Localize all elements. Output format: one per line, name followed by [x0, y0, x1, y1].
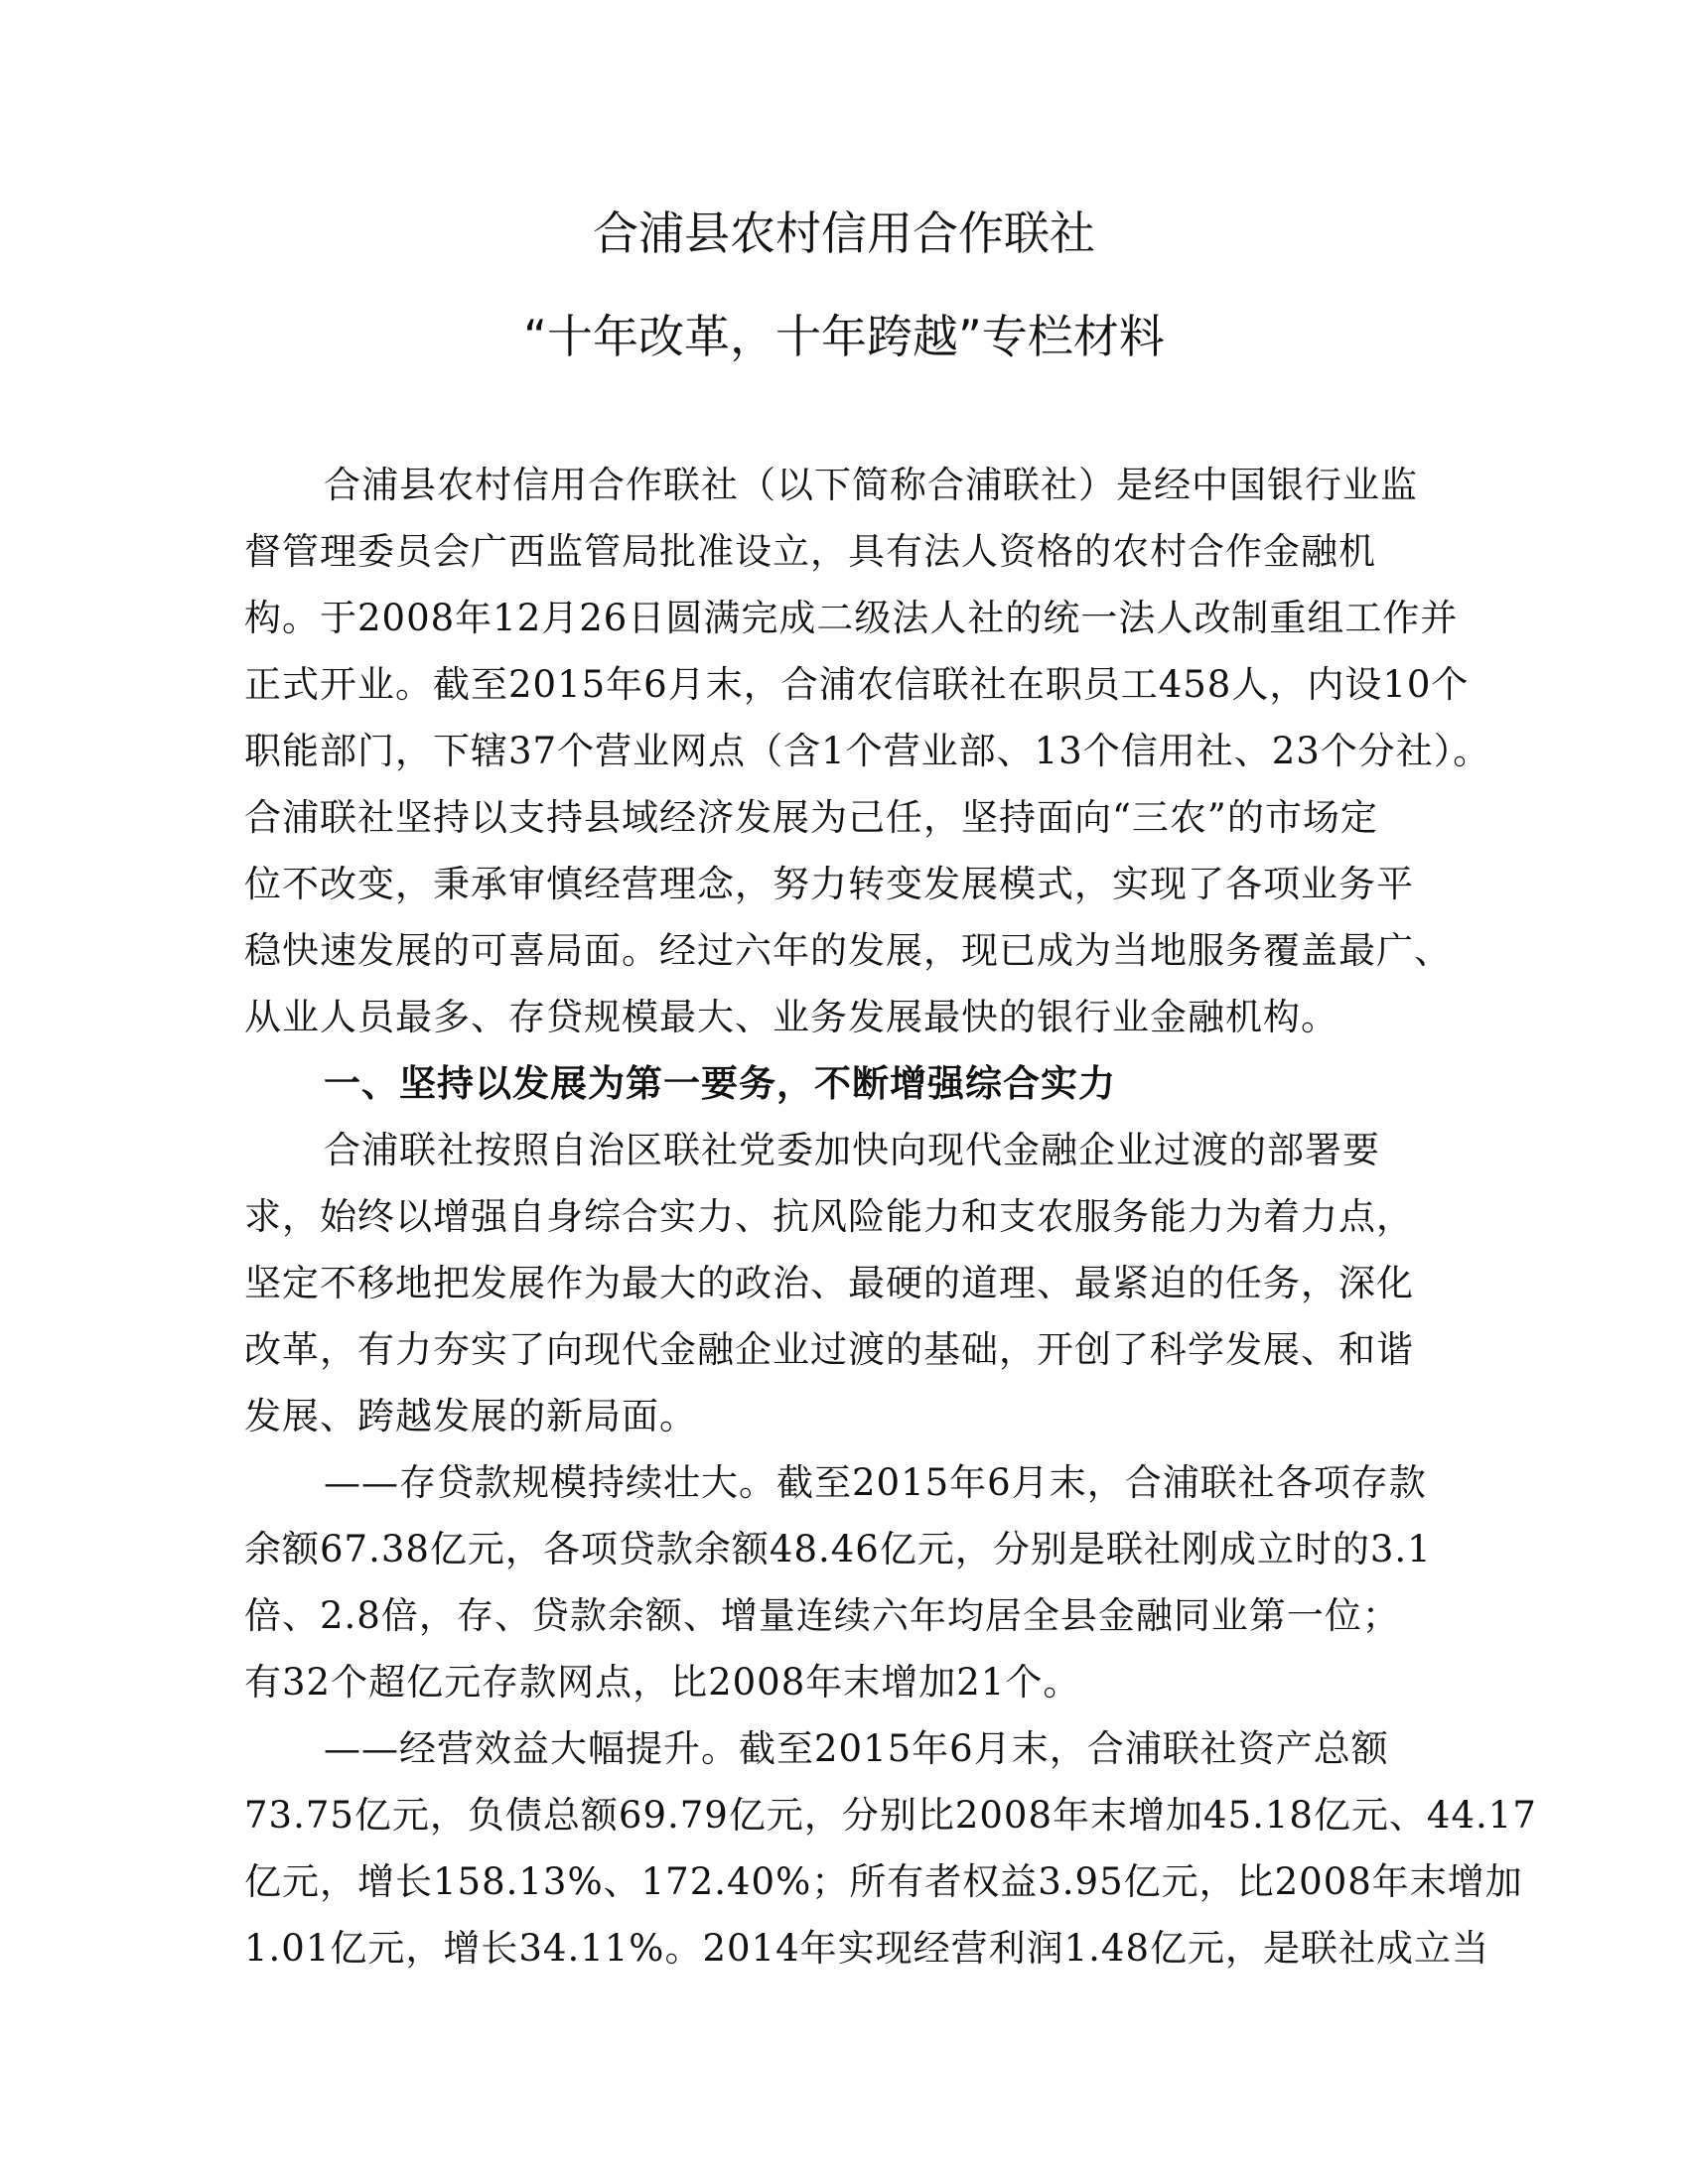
paragraph-line: 1.01亿元，增长34.11%。2014年实现经营利润1.48亿元，是联社成立当 [244, 1927, 1490, 1970]
paragraph-line: 余额67.38亿元，各项贷款余额48.46亿元，分别是联社刚成立时的3.1 [244, 1528, 1432, 1570]
paragraph-line: 职能部门，下辖37个营业网点（含1个营业部、13个信用社、23个分社）。 [244, 730, 1491, 772]
paragraph-line: 督管理委员会广西监管局批准设立，具有法人资格的农村合作金融机 [244, 530, 1376, 573]
paragraph-line: 有32个超亿元存款网点，比2008年末增加21个。 [244, 1661, 1081, 1704]
paragraph-line: 合浦联社按照自治区联社党委加快向现代金融企业过渡的部署要 [324, 1129, 1380, 1171]
paragraph-line: 73.75亿元，负债总额69.79亿元，分别比2008年末增加45.18亿元、44.17 [244, 1794, 1537, 1837]
paragraph-line: 位不改变，秉承审慎经营理念，努力转变发展模式，实现了各项业务平 [244, 863, 1414, 905]
paragraph-line: 构。于2008年12月26日圆满完成二级法人社的统一法人改制重组工作并 [244, 597, 1459, 639]
paragraph-line: 合浦联社坚持以支持县域经济发展为己任，坚持面向“三农”的市场定 [244, 796, 1378, 839]
paragraph-line: 正式开业。截至2015年6月末，合浦农信联社在职员工458人，内设10个 [244, 663, 1470, 706]
paragraph-line: 改革，有力夯实了向现代金融企业过渡的基础，开创了科学发展、和谐 [244, 1328, 1414, 1371]
paragraph-line: ——经营效益大幅提升。截至2015年6月末，合浦联社资产总额 [324, 1727, 1389, 1770]
paragraph-line: 倍、2.8倍，存、贷款余额、增量连续六年均居全县金融同业第一位； [244, 1594, 1400, 1637]
paragraph-line: 发展、跨越发展的新局面。 [244, 1395, 697, 1437]
paragraph-line: 坚定不移地把发展作为最大的政治、最硬的道理、最紧迫的任务，深化 [244, 1262, 1414, 1304]
paragraph-line: 亿元，增长158.13%、172.40%；所有者权益3.95亿元，比2008年末增加 [244, 1860, 1523, 1903]
paragraph-line: ——存贷款规模持续壮大。截至2015年6月末，合浦联社各项存款 [324, 1461, 1427, 1504]
document-title: 合浦县农村信用合作联社 [593, 206, 1095, 260]
document-subtitle: “十年改革，十年跨越”专栏材料 [523, 310, 1165, 363]
section-heading: 一、坚持以发展为第一要务，不断增强综合实力 [324, 1062, 1116, 1105]
paragraph-line: 求，始终以增强自身综合实力、抗风险能力和支农服务能力为着力点， [244, 1195, 1414, 1238]
paragraph-line: 稳快速发展的可喜局面。经过六年的发展，现已成为当地服务覆盖最广、 [244, 929, 1452, 972]
paragraph-line: 合浦县农村信用合作联社（以下简称合浦联社）是经中国银行业监 [324, 464, 1418, 506]
paragraph-line: 从业人员最多、存贷规模最大、业务发展最快的银行业金融机构。 [244, 996, 1338, 1038]
